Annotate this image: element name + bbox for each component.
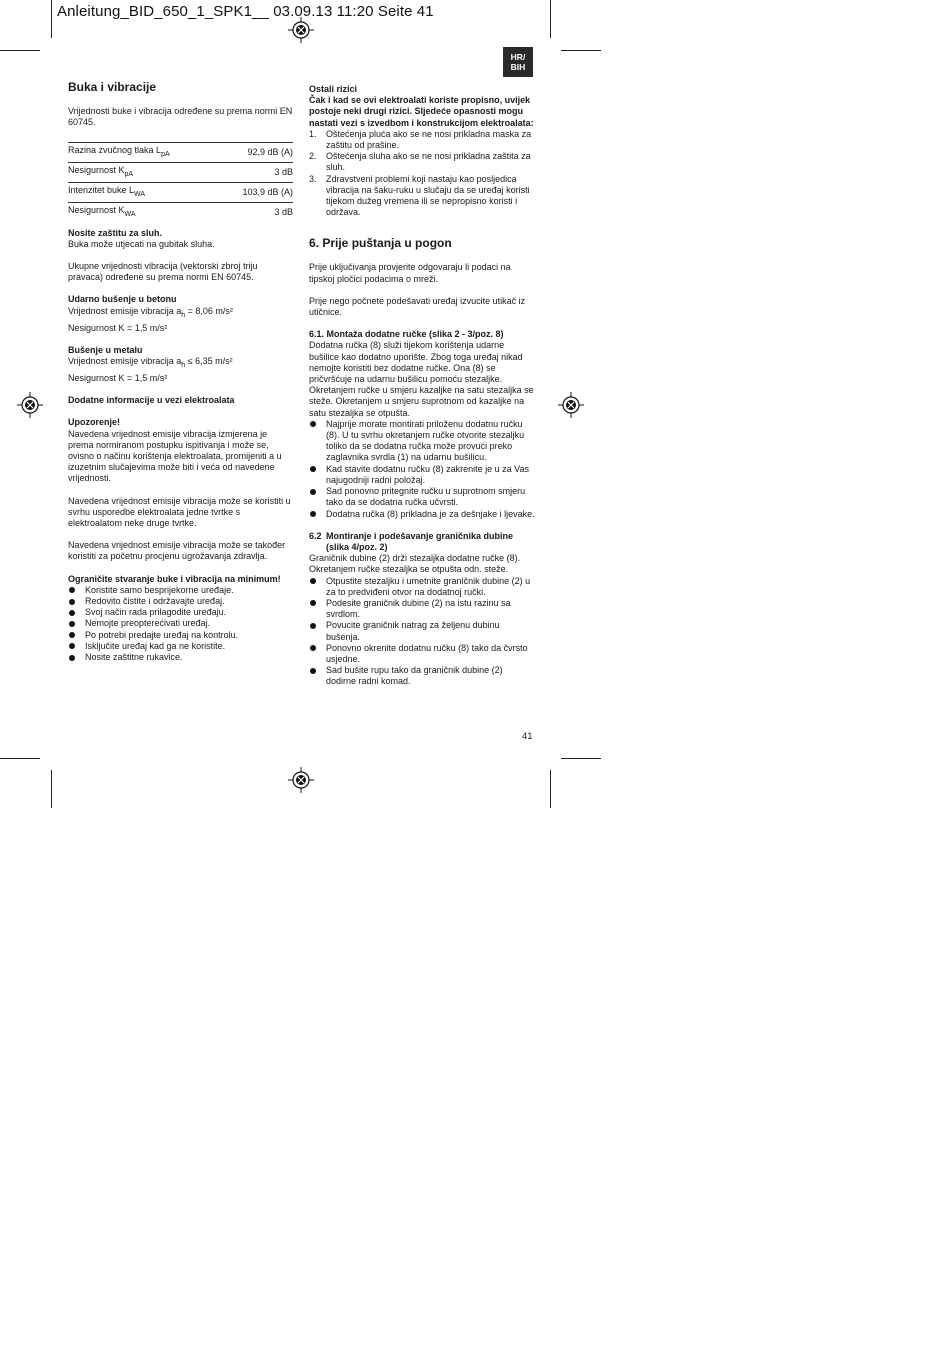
- list-item: Svoj način rada prilagodite uređaju.: [68, 607, 293, 618]
- bullet-icon: [310, 578, 316, 584]
- print-header: Anleitung_BID_650_1_SPK1__ 03.09.13 11:20 Seite 41: [57, 3, 434, 20]
- warning-heading: Upozorenje!: [68, 417, 121, 428]
- crop-mark: [51, 770, 52, 808]
- bullet-icon: [310, 600, 316, 606]
- risks-heading: Ostali rizici: [309, 84, 358, 94]
- crop-mark: [0, 50, 40, 51]
- list-item: Redovito čistite i održavajte uređaj.: [68, 596, 293, 607]
- vibration-intro: Ukupne vrijednosti vibracija (vektorski zbroj triju pravaca) određene su prema normi EN 60745.: [68, 261, 258, 283]
- registration-mark-icon: [288, 767, 314, 793]
- subsection-6-2-text: Graničnik dubine (2) drži stezaljka dodatne ručke (8). Okretanjem ručke stezaljka se otpušta odn. steže.: [309, 553, 521, 575]
- bullet-icon: [310, 645, 316, 651]
- table-value: 3 dB: [218, 202, 293, 221]
- left-column: [68, 80, 293, 663]
- table-value: 103,9 dB (A): [218, 183, 293, 203]
- registration-mark-icon: [17, 392, 43, 418]
- list-item: Dodatna ručka (8) prikladna je za dešnjake i ljevake.: [309, 509, 535, 520]
- ear-protection-heading: Nosite zaštitu za sluh.: [68, 227, 163, 238]
- table-row: Nesigurnost $K_{pA}$ 3 dB: [68, 163, 293, 183]
- table-row: Nesigurnost $K_{WA}$ 3 dB: [68, 202, 293, 221]
- bullet-icon: [69, 587, 75, 593]
- table-row: Intenzitet buke $L_{WA}$ 103,9 dB (A): [68, 183, 293, 203]
- metal-heading: Bušenje u metalu: [68, 344, 143, 355]
- metal-value: Vrijednost emisije vibracija $a_h \le 6,35$ m/s²: [68, 356, 233, 369]
- bullet-icon: [310, 466, 316, 472]
- table-value: 92,9 dB (A): [218, 143, 293, 163]
- subsection-6-2-title: 6.2 Montiranje i podešavanje graničnika dubine (slika 4/poz. 2): [309, 530, 514, 552]
- list-item: Sad ponovno pritegnite ručku u suprotnom smjeru tako da se dodatna ručka učvrsti.: [309, 486, 535, 508]
- bullet-icon: [69, 643, 75, 649]
- bullet-icon: [310, 623, 316, 629]
- assessment-text: Navedena vrijednost emisije vibracija može se također koristiti za početnu procjenu ugrožavanja zdravlja.: [68, 540, 286, 562]
- crop-mark: [550, 0, 551, 38]
- list-item: Ponovno okrenite dodatnu ručku (8) tako da čvrsto usjedne.: [309, 643, 535, 665]
- bullet-icon: [69, 621, 75, 627]
- bullet-icon: [69, 610, 75, 616]
- list-item: Otpustite stezaljku i umetnite graničnik dubine (2) u za to predviđeni otvor na dodatnoj ručki.: [309, 576, 535, 598]
- crop-mark: [550, 770, 551, 808]
- metal-uncertainty: Nesigurnost K = 1,5 m/s²: [68, 373, 168, 384]
- list-item: 2. Oštećenja sluha ako se ne nosi prikladna zaštita za sluh.: [309, 151, 531, 173]
- startup-p1: Prije uključivanja provjerite odgovaraju li podaci na tipskoj pločici podacima o mreži.: [309, 262, 511, 284]
- table-value: 3 dB: [218, 163, 293, 183]
- concrete-heading: Udarno bušenje u betonu: [68, 294, 177, 305]
- list-item: Koristite samo besprijekorne uređaje.: [68, 585, 293, 596]
- bullet-icon: [310, 489, 316, 495]
- info-heading: Dodatne informacije u vezi elektroalata: [68, 395, 235, 406]
- noise-table: [68, 142, 293, 221]
- list-item: Po potrebi predajte uređaj na kontrolu.: [68, 630, 293, 641]
- risks-list: [309, 129, 535, 219]
- list-item: Najprije morate montirati priloženu dodatnu ručku (8). U tu svrhu okretanjem ručke otvorite stezaljku toliko da se dodatna ručka može provući preko zaglavnika svrdla (1) na udarnu bušilicu.: [309, 419, 535, 464]
- limit-heading: Ograničite stvaranje buke i vibracija na minimum!: [68, 573, 281, 584]
- list-item: Nosite zaštitne rukavice.: [68, 652, 293, 663]
- registration-mark-icon: [558, 392, 584, 418]
- bullet-icon: [310, 511, 316, 517]
- ear-protection-text: Buka može utjecati na gubitak sluha.: [68, 238, 215, 249]
- language-tab-line1: HR/: [510, 52, 526, 62]
- bullet-icon: [310, 668, 316, 674]
- comparison-text: Navedena vrijednost emisije vibracija može se koristiti u svrhu usporedbe elektroalata jedne tvrtke s elektroalatom neke druge tvrtke.: [68, 495, 291, 529]
- noise-intro: Vrijednosti buke i vibracija određene su prema normi EN 60745.: [68, 106, 293, 128]
- list-item: 1. Oštećenja pluća ako se ne nosi prikladna maska za zaštitu od prašine.: [309, 128, 532, 151]
- crop-mark: [0, 758, 40, 759]
- list-item: Kad stavite dodatnu ručku (8) zakrenite je u za Vas najugodniji radni položaj.: [309, 464, 535, 486]
- list-item: Isključite uređaj kad ga ne koristite.: [68, 641, 293, 652]
- bullet-icon: [310, 421, 316, 427]
- list-item: Povucite graničnik natrag za željenu dubinu bušenja.: [309, 620, 535, 642]
- list-item: Sad bušite rupu tako da graničnik dubine (2) dodirne radni komad.: [309, 665, 535, 687]
- handle-steps-list: [309, 419, 535, 520]
- bullet-icon: [69, 655, 75, 661]
- risks-intro: Čak i kad se ovi elektroalati koriste propisno, uvijek postoje neki drugi rizici. Sljedeće opasnosti mogu nastati vezi s izvedbom i konstrukcijom elektroalata:: [309, 95, 534, 128]
- page-number: 41: [522, 731, 533, 742]
- language-tab-line2: BIH: [510, 62, 526, 72]
- section-title-startup: 6. Prije puštanja u pogon: [309, 236, 452, 251]
- subsection-6-1-text: Dodatna ručka (8) služi tijekom korištenja udarne bušilice kao dodatno uporište. Zbog toga uređaj nikad nemojte koristiti bez dodatne ručke. Ona (8) se pričvršćuje na udarnu bušilicu pomoću stezaljke. Okretanjem ručke u smjeru kazaljke na satu stezaljka se steže. Okretanjem u smjeru suprotnom od kazaljke na satu stezaljka se otpušta.: [309, 340, 534, 418]
- bullet-icon: [69, 632, 75, 638]
- crop-mark: [51, 0, 52, 38]
- crop-mark: [561, 758, 601, 759]
- right-column: [309, 84, 535, 688]
- section-title-noise: Buka i vibracije: [68, 80, 157, 94]
- warning-text: Navedena vrijednost emisije vibracija izmjerena je prema normiranom postupku ispitivanja i može se, ovisno o načinu korištenja elektroalata, promijeniti a u izuzetnim slučajevima može biti i veća od navedene vrijednosti.: [68, 428, 282, 484]
- language-tab: [503, 47, 533, 77]
- concrete-value: Vrijednost emisije vibracija $a_h = 8,06$ m/s²: [68, 305, 233, 319]
- bullet-icon: [69, 599, 75, 605]
- crop-mark: [561, 50, 601, 51]
- limit-list: [68, 585, 293, 663]
- concrete-uncertainty: Nesigurnost K = 1,5 m/s²: [68, 322, 168, 333]
- depth-stop-steps-list: [309, 576, 535, 688]
- subsection-6-1-title: 6.1. Montaža dodatne ručke (slika 2 - 3/poz. 8): [309, 329, 504, 340]
- list-item: 3. Zdravstveni problemi koji nastaju kao posljedica vibracija na šaku-ruku u slučaju da se uređaj koristi tijekom dužeg vremena ili se nepropisno koristi i održava.: [309, 173, 530, 218]
- list-item: Podesite graničnik dubine (2) na istu razinu sa svrdlom.: [309, 598, 535, 620]
- table-row: Razina zvučnog tlaka $L_{pA}$ 92,9 dB (A): [68, 143, 293, 163]
- list-item: Nemojte preopterećivati uređaj.: [68, 618, 293, 629]
- registration-mark-icon: [288, 17, 314, 43]
- startup-p2: Prije nego počnete podešavati uređaj izvucite utikač iz utičnice.: [309, 295, 526, 318]
